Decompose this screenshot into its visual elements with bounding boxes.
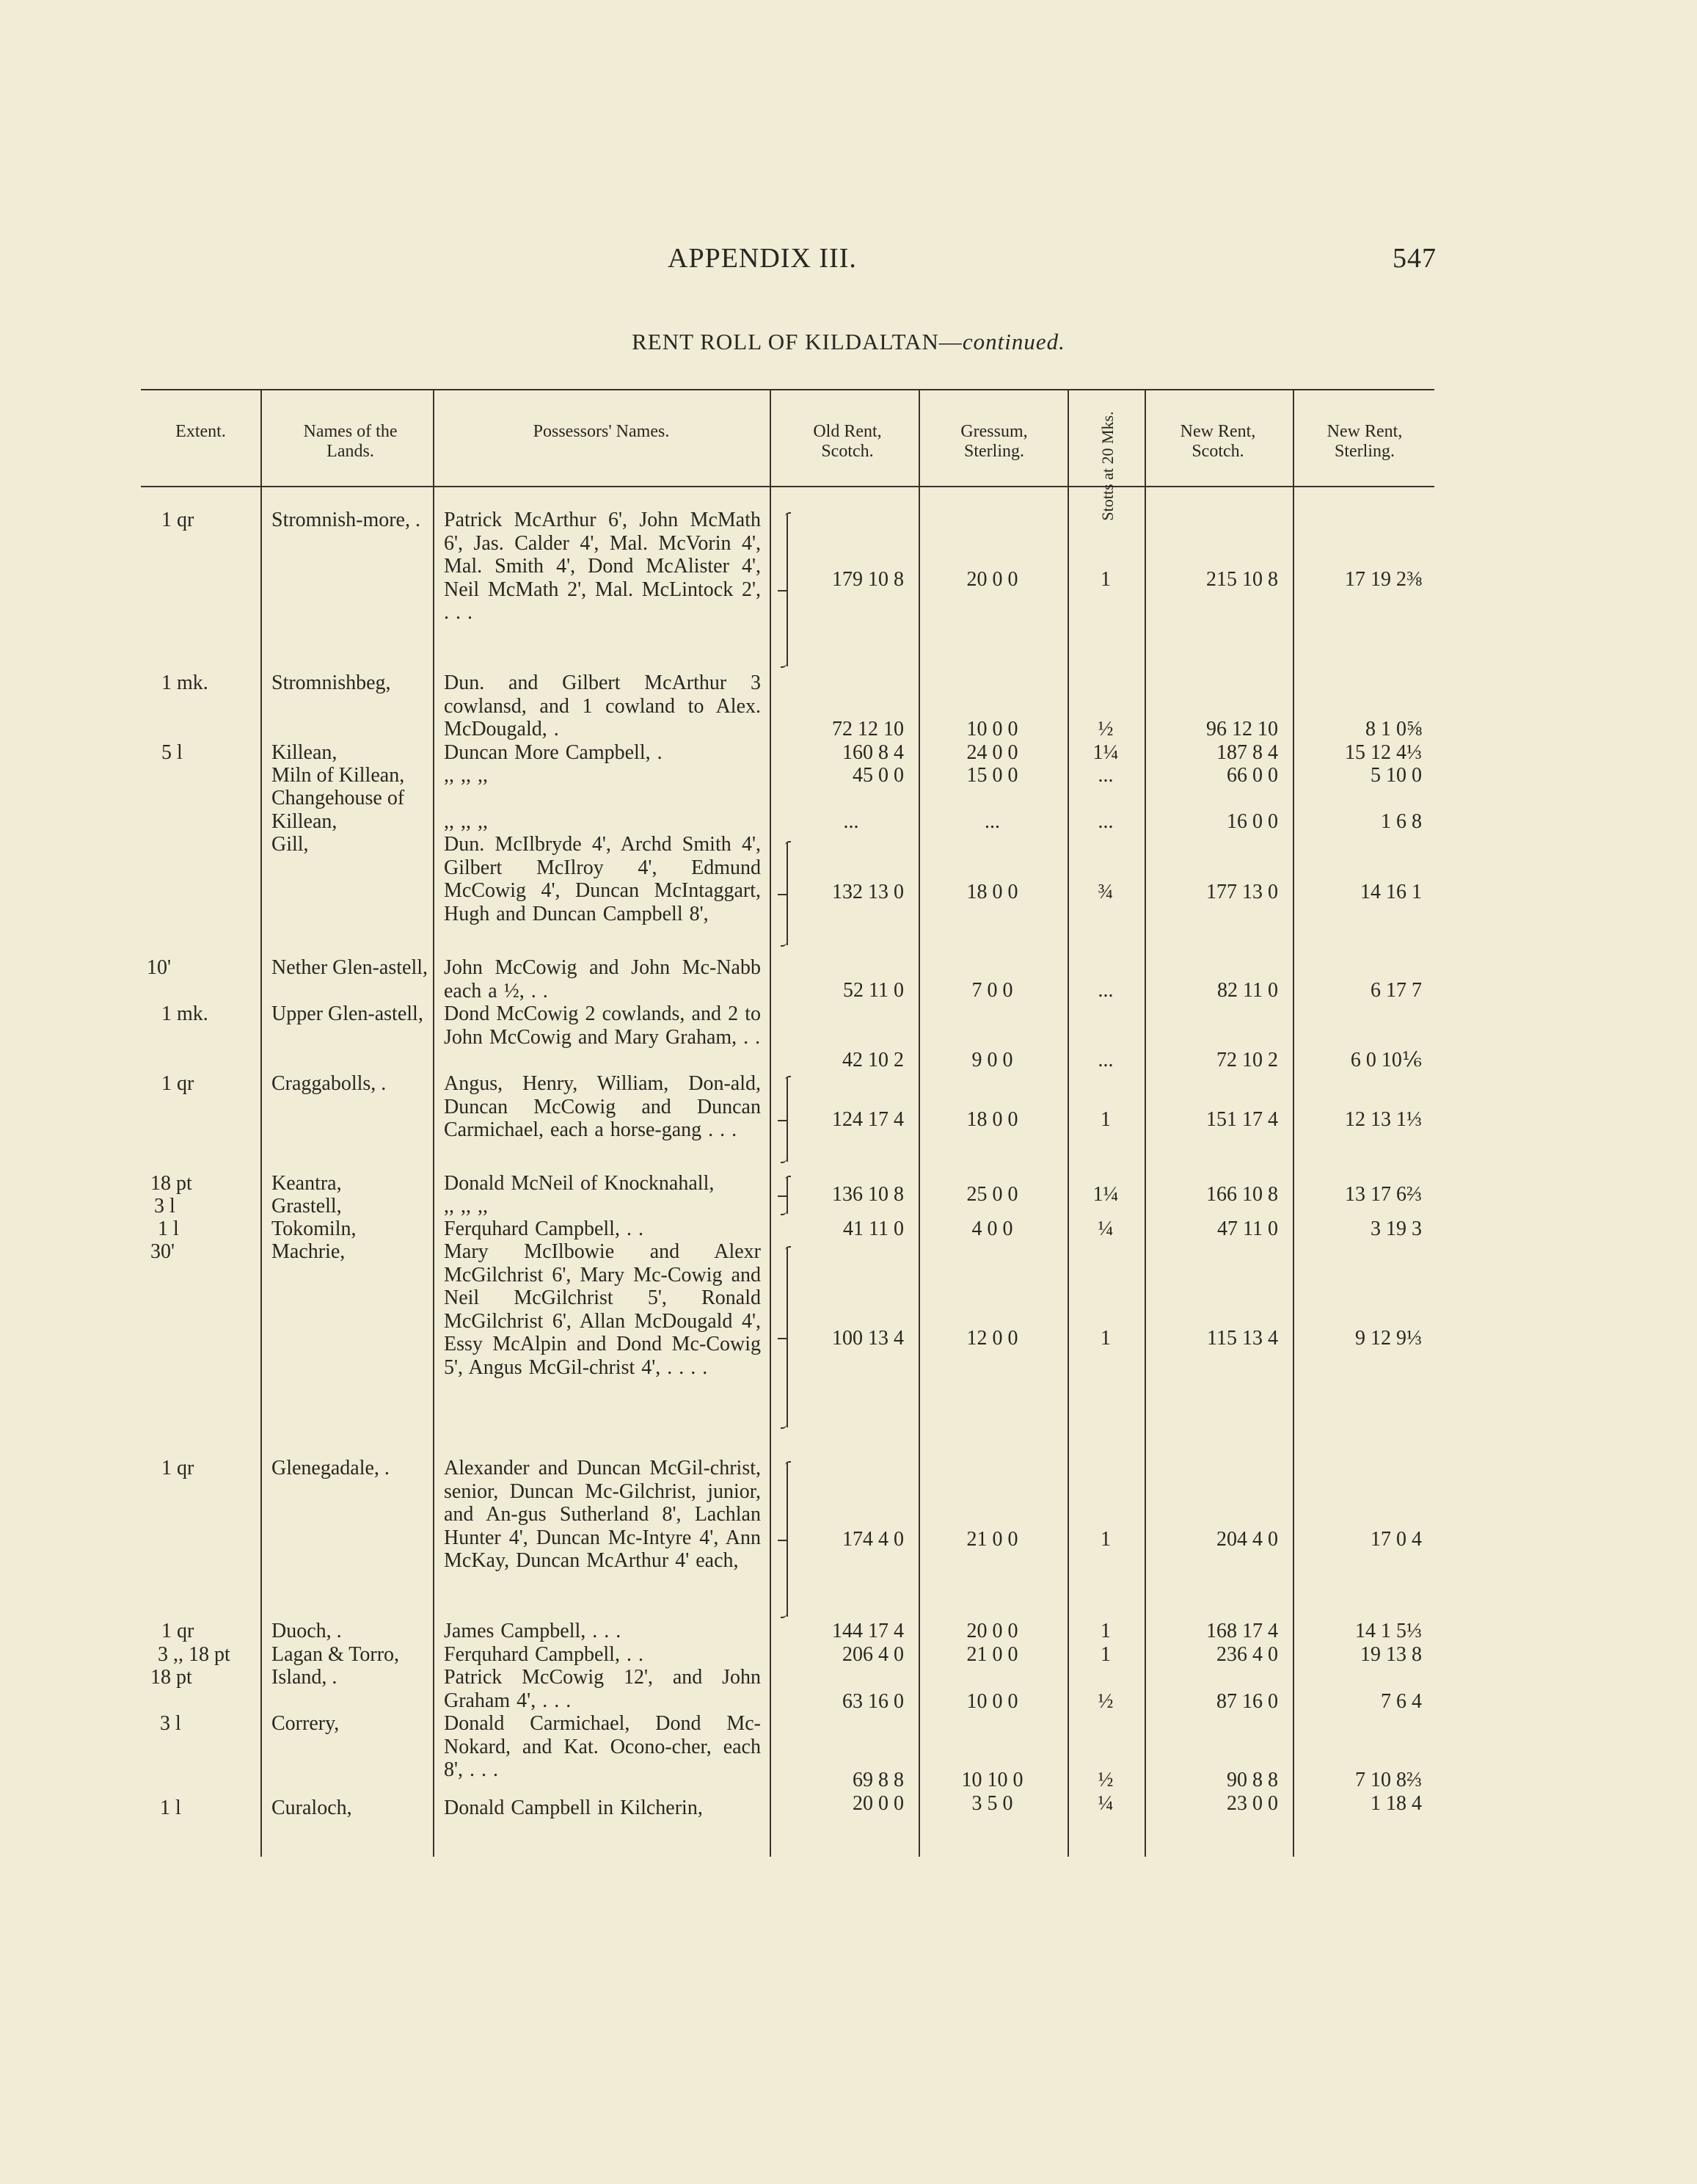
old-rent: ...: [843, 810, 859, 833]
new-rent-sterling: 1 6 8: [1381, 810, 1422, 833]
new-rent-sterling: 8 1 0⅝: [1365, 718, 1422, 740]
gressum: 12 0 0: [966, 1327, 1018, 1350]
col-rule: [1068, 389, 1069, 1857]
possessor-names: John McCowig and John Mc-Nabb each a ½, . .: [444, 956, 761, 1002]
new-rent-sterling: 5 10 0: [1371, 764, 1422, 787]
stotts: ...: [1098, 979, 1114, 1002]
new-rent-scotch: 23 0 0: [1227, 1792, 1278, 1815]
new-rent-sterling: 19 13 8: [1360, 1643, 1422, 1666]
new-rent-sterling: 6 17 7: [1371, 979, 1422, 1002]
land-name: Keantra,: [271, 1172, 342, 1195]
land-name: Tokomiln,: [271, 1217, 357, 1240]
new-rent-sterling: 6 0 10⅙: [1350, 1049, 1422, 1071]
new-rent-sterling: 17 19 2⅜: [1345, 568, 1422, 591]
land-name: Correry,: [271, 1712, 340, 1735]
stotts: 1: [1101, 1327, 1111, 1350]
extent-cell: 18 pt: [150, 1666, 192, 1689]
possessor-names: ,, ,, ,,: [444, 810, 488, 833]
extent-cell: 3 l: [160, 1712, 181, 1735]
extent-cell: 3 ,, 18 pt: [158, 1643, 230, 1666]
gressum: 15 0 0: [966, 764, 1018, 787]
old-rent: 124 17 4: [832, 1108, 904, 1131]
extent-cell: 30': [150, 1240, 175, 1263]
land-name: Miln of Killean,: [271, 764, 405, 787]
new-rent-sterling: 15 12 4⅓: [1345, 741, 1422, 764]
land-name: Stromnish-more, .: [271, 509, 420, 531]
new-rent-sterling: 13 17 6⅔: [1345, 1183, 1422, 1206]
land-name: Duoch, .: [271, 1620, 342, 1642]
table-top-rule: [141, 389, 1434, 390]
gressum: 21 0 0: [966, 1643, 1018, 1666]
possessor-names: Dun. McIlbryde 4', Archd Smith 4', Gilbert McIlroy 4', Edmund McCowig 4', Duncan McIntaggart, Hugh and Duncan Campbell 8',: [444, 833, 761, 925]
land-name: Curaloch,: [271, 1797, 352, 1819]
gressum: 3 5 0: [971, 1792, 1013, 1815]
old-rent: 160 8 4: [842, 741, 904, 764]
col-rule: [1293, 389, 1294, 1857]
old-rent: 72 12 10: [832, 718, 904, 740]
possessor-names: Donald Campbell in Kilcherin,: [444, 1797, 703, 1819]
col-rule: [770, 389, 771, 1857]
land-name: Glenegadale, .: [271, 1457, 390, 1479]
stotts: 1¼: [1092, 1183, 1119, 1206]
land-name: Machrie,: [271, 1240, 346, 1263]
possessor-names: Donald Carmichael, Dond Mc-Nokard, and Kat. Ocono-cher, each 8', . . .: [444, 1712, 761, 1781]
header-rule: [141, 486, 1434, 487]
new-rent-sterling: 12 13 1⅓: [1345, 1108, 1422, 1131]
col-rule: [433, 389, 434, 1857]
gressum: 9 0 0: [971, 1049, 1013, 1071]
new-rent-scotch: 151 17 4: [1206, 1108, 1278, 1131]
land-name: Stromnishbeg,: [271, 671, 391, 694]
stotts: 1: [1101, 1643, 1111, 1666]
old-rent: 41 11 0: [843, 1217, 904, 1240]
header-old-rent: Old Rent, Scotch.: [813, 422, 882, 461]
old-rent: 132 13 0: [832, 881, 904, 903]
extent-cell: 18 pt: [150, 1172, 192, 1195]
new-rent-scotch: 96 12 10: [1206, 718, 1278, 740]
gressum: 10 0 0: [966, 1690, 1018, 1713]
new-rent-scotch: 66 0 0: [1227, 764, 1278, 787]
possessor-names: Ferquhard Campbell, . .: [444, 1217, 643, 1240]
old-rent: 179 10 8: [832, 568, 904, 591]
possessor-names: Mary McIlbowie and Alexr McGilchrist 6', Mary Mc-Cowig and Neil McGilchrist 5', Ronald McGilchrist 6', Allan McDougald 4', Essy McAlpin and Dond Mc-Cowig 5', Angus McGil-christ 4', . . . .: [444, 1240, 761, 1379]
stotts: ½: [1098, 718, 1114, 740]
new-rent-sterling: 3 19 3: [1371, 1217, 1422, 1240]
gressum: 25 0 0: [966, 1183, 1018, 1206]
header-lands: Names of the Lands.: [303, 422, 398, 461]
header-extent: Extent.: [175, 422, 226, 441]
old-rent: 206 4 0: [842, 1643, 904, 1666]
new-rent-sterling: 1 18 4: [1371, 1792, 1422, 1815]
old-rent: 136 10 8: [832, 1183, 904, 1206]
new-rent-sterling: 7 10 8⅔: [1355, 1769, 1422, 1791]
land-name: Lagan & Torro,: [271, 1643, 400, 1666]
stotts: ½: [1098, 1769, 1114, 1791]
header-stotts-label: Stotts at 20 Mks.: [1098, 411, 1117, 521]
extent-cell: 1 mk.: [161, 671, 208, 694]
new-rent-scotch: 16 0 0: [1227, 810, 1278, 833]
stotts: 1: [1101, 1108, 1111, 1131]
old-rent: 52 11 0: [843, 979, 904, 1002]
stotts: ...: [1098, 764, 1114, 787]
land-name: Killean,: [271, 741, 337, 764]
extent-cell: 1 qr: [161, 509, 194, 531]
possessor-names: ,, ,, ,,: [444, 764, 488, 787]
land-name: Island, .: [271, 1666, 337, 1689]
gressum: 24 0 0: [966, 741, 1018, 764]
possessor-names: Alexander and Duncan McGil-christ, senior, Duncan Mc-Gilchrist, junior, and An-gus Sutherland 8', Lachlan Hunter 4', Duncan Mc-Intyre 4', Ann McKay, Duncan McArthur 4' each,: [444, 1457, 761, 1572]
stotts: ¼: [1098, 1792, 1114, 1815]
gressum: 10 10 0: [961, 1769, 1023, 1791]
new-rent-scotch: 236 4 0: [1216, 1643, 1278, 1666]
gressum: 18 0 0: [966, 1108, 1018, 1131]
header-new-rent-sterling: New Rent, Sterling.: [1326, 422, 1403, 461]
new-rent-scotch: 115 13 4: [1207, 1327, 1278, 1350]
page-number: 547: [1393, 243, 1437, 274]
possessor-names: Patrick McCowig 12', and John Graham 4', . . .: [444, 1666, 761, 1712]
stotts: 1: [1101, 568, 1111, 591]
old-rent: 69 8 8: [853, 1769, 904, 1791]
title-continued: continued.: [962, 329, 1065, 354]
new-rent-sterling: 14 1 5⅓: [1355, 1620, 1422, 1642]
gressum: 7 0 0: [971, 979, 1013, 1002]
new-rent-scotch: 187 8 4: [1216, 741, 1278, 764]
gressum: 20 0 0: [966, 568, 1018, 591]
old-rent: 42 10 2: [842, 1049, 904, 1071]
stotts: ...: [1098, 1049, 1114, 1071]
new-rent-sterling: 14 16 1: [1360, 881, 1422, 903]
extent-cell: 1 l: [160, 1797, 181, 1819]
col-rule: [919, 389, 920, 1857]
stotts: ...: [1098, 810, 1114, 833]
old-rent: 20 0 0: [853, 1792, 904, 1815]
new-rent-scotch: 82 11 0: [1217, 979, 1278, 1002]
col-rule: [1145, 389, 1146, 1857]
header-stotts: [1098, 411, 1117, 521]
extent-cell: 1 qr: [161, 1072, 194, 1095]
extent-cell: 1 mk.: [161, 1002, 208, 1025]
possessor-names: Angus, Henry, William, Don-ald, Duncan McCowig and Duncan Carmichael, each a horse-gang . . .: [444, 1072, 761, 1141]
running-head: APPENDIX III.: [668, 243, 857, 274]
possessor-names: Dond McCowig 2 cowlands, and 2 to John McCowig and Mary Graham, . .: [444, 1002, 761, 1049]
new-rent-scotch: 168 17 4: [1206, 1620, 1278, 1642]
extent-cell: 1 qr: [161, 1620, 194, 1642]
new-rent-scotch: 47 11 0: [1217, 1217, 1278, 1240]
extent-cell: 5 l: [161, 741, 183, 764]
title-main: RENT ROLL OF KILDALTAN—: [632, 329, 963, 354]
new-rent-scotch: 90 8 8: [1227, 1769, 1278, 1791]
land-name: Changehouse of Killean,: [271, 787, 405, 833]
land-name: Craggabolls, .: [271, 1072, 387, 1095]
stotts: 1: [1101, 1528, 1111, 1551]
stotts: ½: [1098, 1690, 1114, 1713]
stotts: 1¼: [1092, 741, 1119, 764]
header-gressum: Gressum, Sterling.: [960, 422, 1028, 461]
header-possessors: Possessors' Names.: [533, 422, 670, 441]
old-rent: 63 16 0: [842, 1690, 904, 1713]
old-rent: 45 0 0: [853, 764, 904, 787]
gressum: 18 0 0: [966, 881, 1018, 903]
extent-cell: 10': [147, 956, 172, 979]
possessor-names: Donald McNeil of Knocknahall,: [444, 1172, 715, 1195]
gressum: 21 0 0: [966, 1528, 1018, 1551]
new-rent-sterling: 17 0 4: [1371, 1528, 1422, 1551]
extent-cell: 1 qr: [161, 1457, 194, 1479]
land-name: Nether Glen-astell,: [271, 956, 428, 979]
new-rent-scotch: 87 16 0: [1216, 1690, 1278, 1713]
new-rent-scotch: 177 13 0: [1206, 881, 1278, 903]
stotts: 1: [1101, 1620, 1111, 1642]
land-name: Gill,: [271, 833, 309, 856]
possessor-names: Duncan More Campbell, .: [444, 741, 663, 764]
stotts: ¼: [1098, 1217, 1114, 1240]
new-rent-scotch: 166 10 8: [1206, 1183, 1278, 1206]
old-rent: 144 17 4: [832, 1620, 904, 1642]
table-title: [0, 329, 1697, 355]
col-rule: [260, 389, 262, 1857]
possessor-names: ,, ,, ,,: [444, 1195, 488, 1217]
new-rent-scotch: 215 10 8: [1206, 568, 1278, 591]
possessor-names: Dun. and Gilbert McArthur 3 cowlansd, and 1 cowland to Alex. McDougald, .: [444, 671, 761, 740]
new-rent-sterling: 9 12 9⅓: [1355, 1327, 1422, 1350]
possessor-names: Patrick McArthur 6', John McMath 6', Jas. Calder 4', Mal. McVorin 4', Mal. Smith 4', Dond McAlister 4', Neil McMath 2', Mal. McLintock 2', . . .: [444, 509, 761, 624]
gressum: 4 0 0: [971, 1217, 1013, 1240]
gressum: ...: [985, 810, 1000, 833]
new-rent-sterling: 7 6 4: [1381, 1690, 1422, 1713]
gressum: 20 0 0: [966, 1620, 1018, 1642]
possessor-names: Ferquhard Campbell, . .: [444, 1643, 643, 1666]
new-rent-scotch: 72 10 2: [1216, 1049, 1278, 1071]
extent-cell: 3 l: [154, 1195, 175, 1217]
extent-cell: 1 l: [158, 1217, 179, 1240]
old-rent: 100 13 4: [832, 1327, 904, 1350]
land-name: Upper Glen-astell,: [271, 1002, 423, 1025]
header-new-rent-scotch: New Rent, Scotch.: [1180, 422, 1256, 461]
possessor-names: James Campbell, . . .: [444, 1620, 621, 1642]
new-rent-scotch: 204 4 0: [1216, 1528, 1278, 1551]
old-rent: 174 4 0: [842, 1528, 904, 1551]
stotts: ¾: [1098, 881, 1114, 903]
land-name: Grastell,: [271, 1195, 342, 1217]
gressum: 10 0 0: [966, 718, 1018, 740]
